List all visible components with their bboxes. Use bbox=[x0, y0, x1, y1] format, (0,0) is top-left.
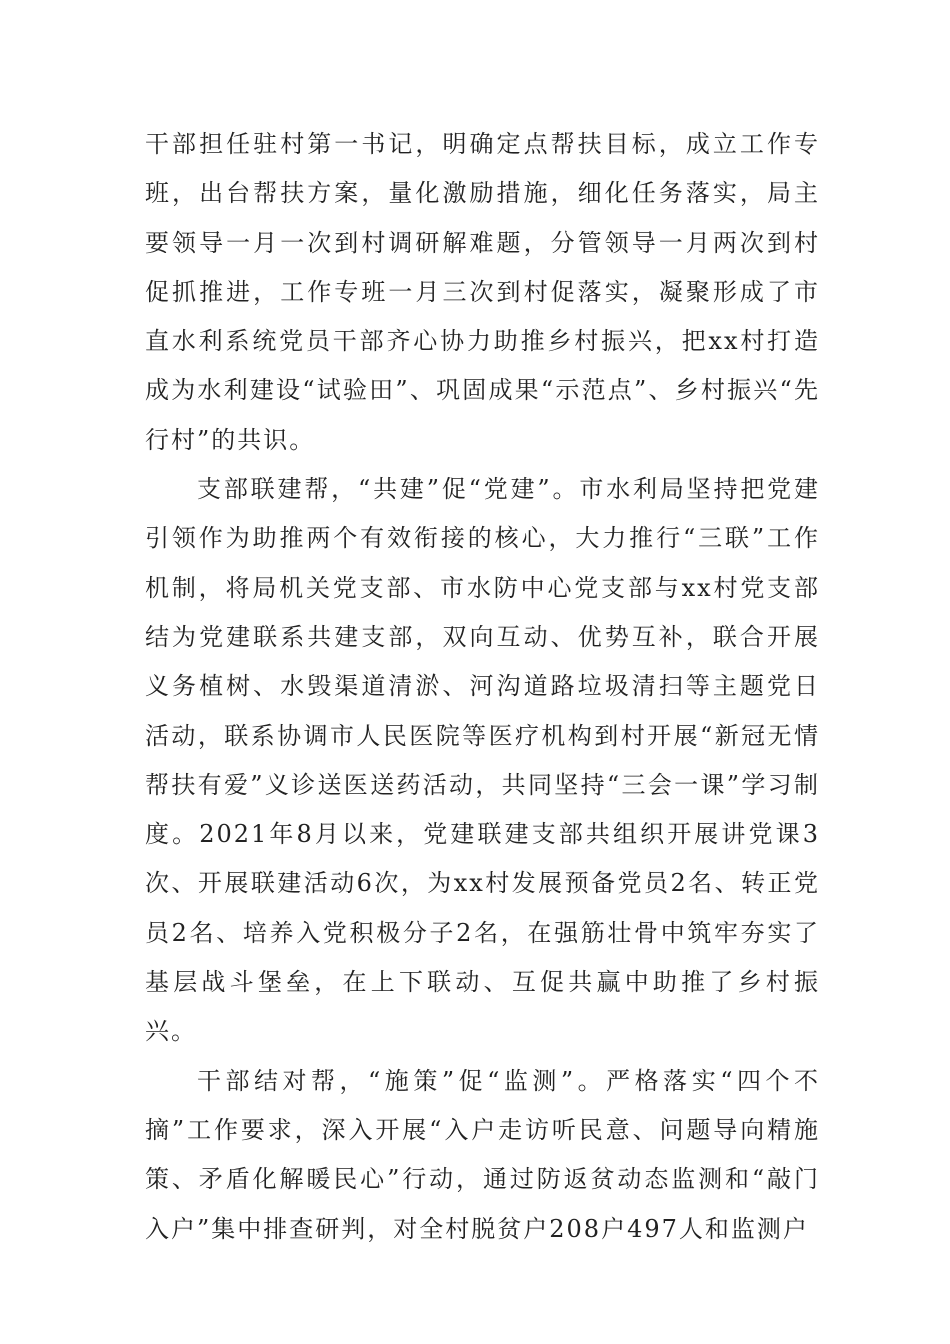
paragraph-1: 干部担任驻村第一书记，明确定点帮扶目标，成立工作专班，出台帮扶方案，量化激励措施，细化任务落实，局主要领导一月一次到村调研解难题，分管领导一月两次到村促抓推进，工作专班一月三次到村促落实，凝聚形成了市直水利系统党员干部齐心协力助推乡村振兴，把xx村打造成为水利建设“试验田”、巩固成果“示范点”、乡村振兴“先行村”的共识。 bbox=[145, 130, 820, 454]
document-body bbox=[145, 120, 846, 1254]
paragraph-3: 干部结对帮，“施策”促“监测”。严格落实“四个不摘”工作要求，深入开展“入户走访听民意、问题导向精施策、矛盾化解暖民心”行动，通过防返贫动态监测和“敲门入户”集中排查研判，对全村脱贫户208户497人和监测户 bbox=[145, 1066, 820, 1243]
paragraph-2: 支部联建帮，“共建”促“党建”。市水利局坚持把党建引领作为助推两个有效衔接的核心，大力推行“三联”工作机制，将局机关党支部、市水防中心党支部与xx村党支部结为党建联系共建支部，双向互动、优势互补，联合开展义务植树、水毁渠道清淤、河沟道路垃圾清扫等主题党日活动，联系协调市人民医院等医疗机构到村开展“新冠无情 帮扶有爱”义诊送医送药活动，共同坚持“三会一课”学习制度。2021年8月以来，党建联建支部共组织开展讲党课3次、开展联建活动6次，为xx村发展预备党员2名、转正党员2名、培养入党积极分子2名，在强筋壮骨中筑牢夯实了基层战斗堡垒，在上下联动、互促共赢中助推了乡村振兴。 bbox=[145, 475, 846, 1046]
